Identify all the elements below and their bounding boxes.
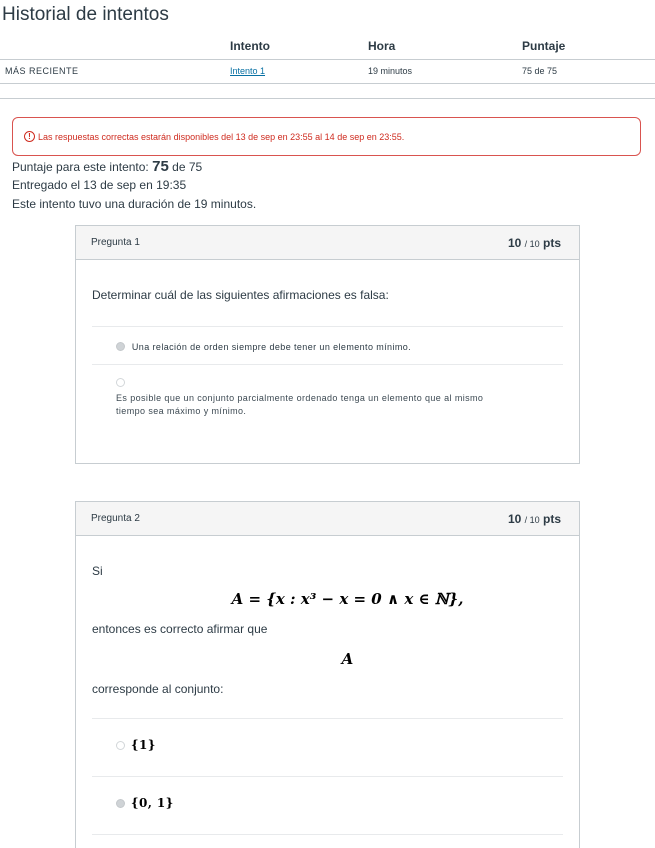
question-1 — [75, 225, 580, 464]
question-header — [76, 226, 579, 260]
question-symbol: A — [341, 650, 354, 668]
radio-selected-icon[interactable] — [116, 799, 125, 808]
answer-option[interactable]: Es posible que un conjunto parcialmente ordenado tenga un elemento que al mismo tiempo sea máximo y mínimo. — [92, 364, 563, 462]
row-score: 75 de 75 — [522, 59, 655, 83]
table-row — [0, 59, 655, 83]
answer-option[interactable]: {0, 1} — [92, 776, 563, 834]
duration-info: Este intento tuvo una duración de 19 minutos. — [12, 197, 257, 211]
warning-icon: ! — [24, 131, 35, 142]
question-intro: Si — [92, 564, 103, 578]
row-label: MÁS RECIENTE — [0, 59, 230, 83]
score-value: 75 — [152, 158, 169, 175]
question-name: Pregunta 1 — [91, 237, 140, 248]
score-summary: Puntaje para este intento: 75 de 75 — [12, 158, 203, 175]
divider — [0, 83, 655, 99]
table-header-row — [0, 34, 655, 59]
question-text: entonces es correcto afirmar que — [92, 622, 268, 636]
question-2 — [75, 501, 580, 848]
question-name: Pregunta 2 — [91, 513, 140, 524]
header-attempt: Intento — [230, 34, 368, 59]
divider — [92, 834, 563, 848]
submitted-info: Entregado el 13 de sep en 19:35 — [12, 178, 187, 192]
question-points: 10 / 10 pts — [507, 511, 561, 526]
answers-availability-alert — [12, 117, 641, 156]
header-time: Hora — [368, 34, 522, 59]
question-header — [76, 502, 579, 536]
question-text: corresponde al conjunto: — [92, 682, 224, 696]
alert-text: Las respuestas correctas estarán disponibles del 13 de sep en 23:55 al 14 de sep en 23:55. — [38, 131, 405, 142]
row-time: 19 minutos — [368, 59, 522, 83]
answer-option[interactable]: {1} — [92, 718, 563, 776]
radio-icon[interactable] — [116, 378, 125, 387]
radio-icon[interactable] — [116, 741, 125, 750]
attempt-history-table — [0, 34, 655, 84]
question-prompt: Determinar cuál de las siguientes afirmaciones es falsa: — [92, 288, 389, 302]
page-title: Historial de intentos — [2, 4, 169, 25]
question-formula: A = {x : x³ − x = 0 ∧ x ∈ ℕ}, — [231, 590, 464, 608]
question-points: 10 / 10 pts — [507, 235, 561, 250]
header-empty — [0, 34, 230, 59]
header-score: Puntaje — [522, 34, 655, 59]
answer-option[interactable]: Una relación de orden siempre debe tener un elemento mínimo. — [92, 326, 563, 364]
radio-selected-icon[interactable] — [116, 342, 125, 351]
attempt-link[interactable]: Intento 1 — [230, 66, 266, 76]
